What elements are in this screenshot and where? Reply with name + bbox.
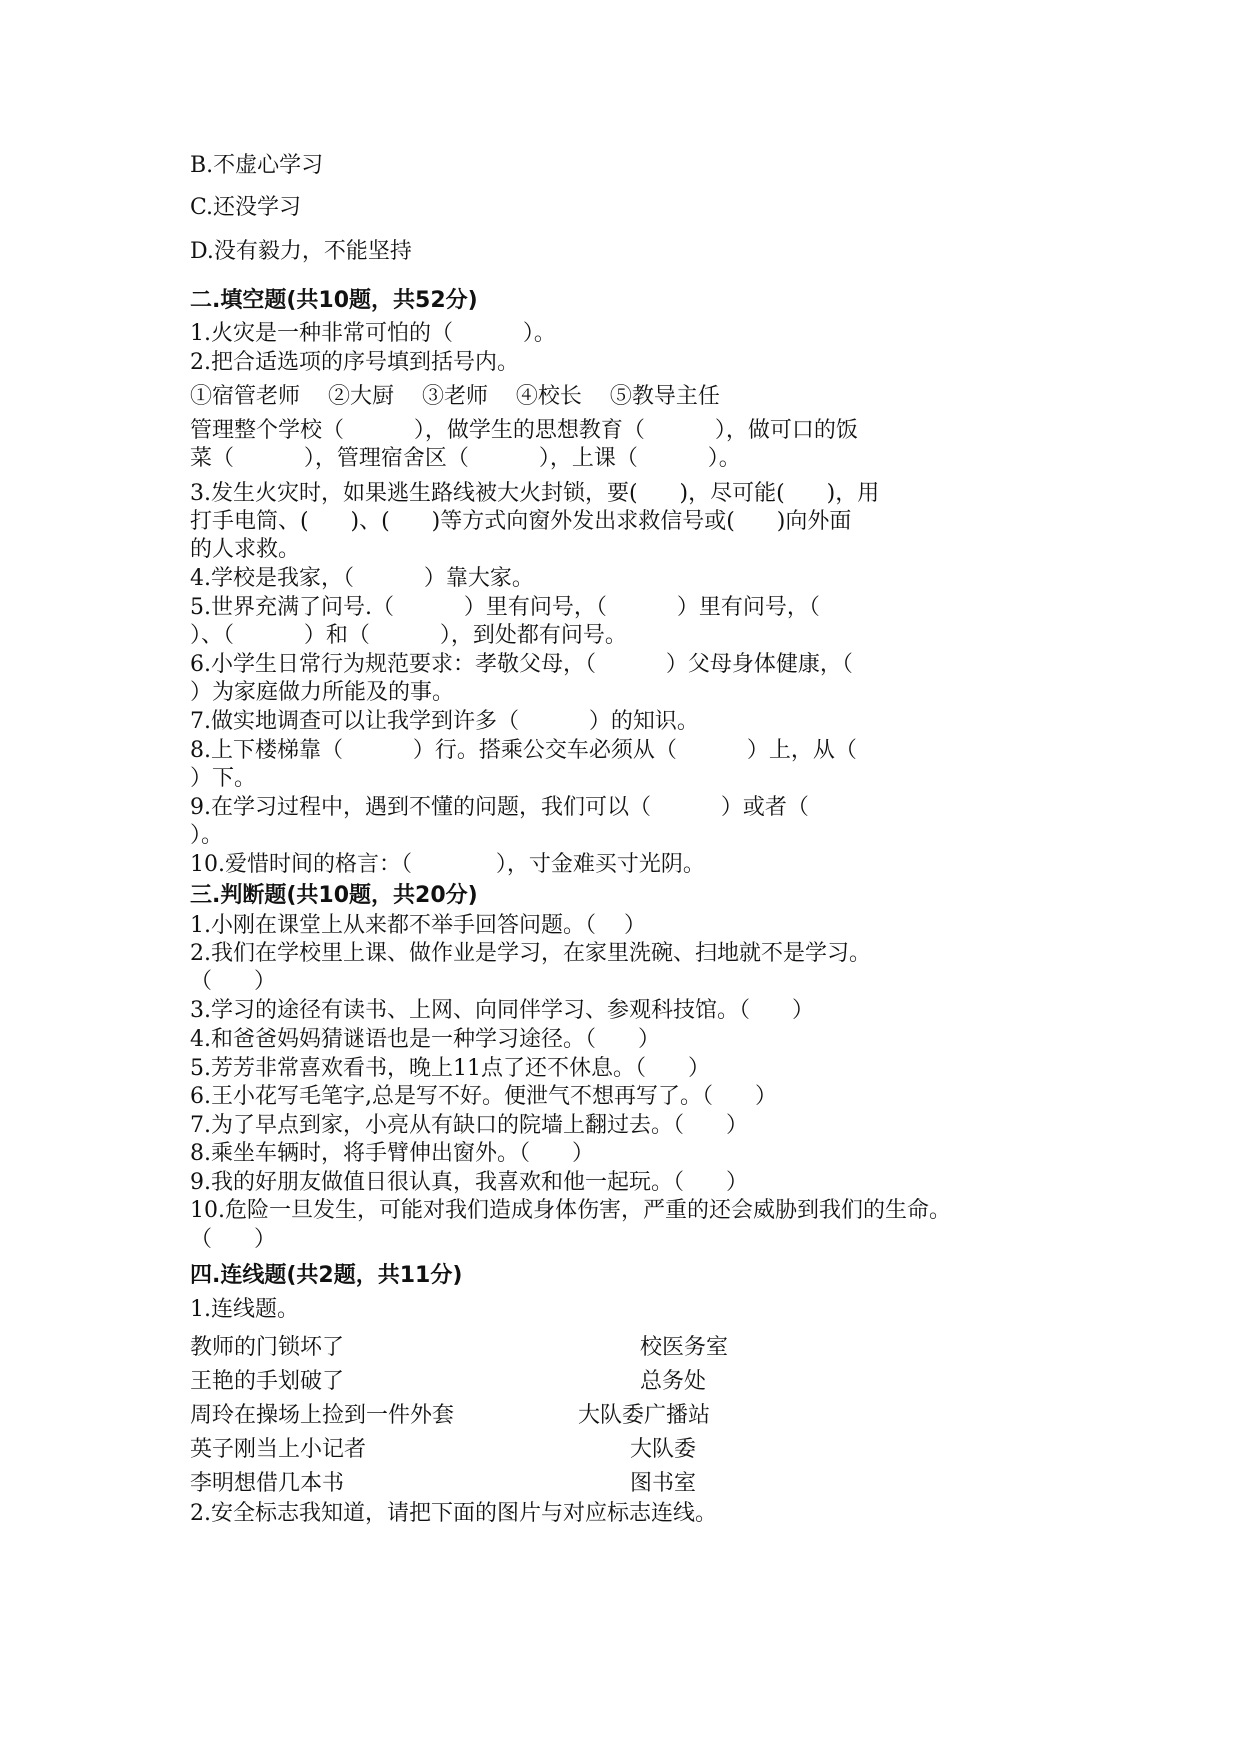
judge-line: 10.危险一旦发生，可能对我们造成身体伤害，严重的还会威胁到我们的生命。 xyxy=(190,1198,951,1223)
judge-line: （ ） xyxy=(190,1227,276,1252)
judge-line: 2.我们在学校里上课、做作业是学习，在家里洗碗、扫地就不是学习。 xyxy=(190,941,871,966)
judge-line: （ ） xyxy=(190,969,276,994)
judge-line: 7.为了早点到家，小亮从有缺口的院墙上翻过去。（ ） xyxy=(190,1113,748,1138)
match-pair xyxy=(190,1364,1070,1394)
option-b: B.不虚心学习 xyxy=(190,153,324,178)
section4-heading: 四.连线题(共2题，共11分) xyxy=(190,1263,463,1288)
match-left: 教师的门锁坏了 xyxy=(190,1335,345,1360)
option-c: C.还没学习 xyxy=(190,195,302,220)
fill-line: 打手电筒、( )、( )等方式向窗外发出求救信号或( )向外面 xyxy=(190,509,852,534)
judge-line: 4.和爸爸妈妈猜谜语也是一种学习途径。（ ） xyxy=(190,1027,660,1052)
fill-line: 3.发生火灾时，如果逃生路线被大火封锁，要( )，尽可能( )，用 xyxy=(190,481,880,506)
fill-line: 的人求救。 xyxy=(190,537,301,562)
fill-line: 9.在学习过程中，遇到不懂的问题，我们可以（ ）或者（ xyxy=(190,795,809,820)
fill-line: 2.把合适选项的序号填到括号内。 xyxy=(190,350,519,375)
match-pair xyxy=(190,1466,1070,1496)
match-left: 李明想借几本书 xyxy=(190,1471,345,1496)
judge-line: 6.王小花写毛笔字,总是写不好。便泄气不想再写了。（ ） xyxy=(190,1084,777,1109)
judge-line: 1.小刚在课堂上从来都不举手回答问题。（ ） xyxy=(190,913,646,938)
match-right: 大队委 xyxy=(630,1437,697,1462)
fill-line: 8.上下楼梯靠（ ）行。搭乘公交车必须从（ ）上，从（ xyxy=(190,738,857,763)
match-pair xyxy=(190,1398,1070,1428)
fill-line: ）下。 xyxy=(190,766,257,791)
section2-heading: 二.填空题(共10题，共52分) xyxy=(190,288,478,313)
fill-line: 5.世界充满了问号.（ ）里有问号，（ ）里有问号，（ xyxy=(190,595,820,620)
fill-line: ）。 xyxy=(190,823,224,848)
fill-line: 菜（ ），管理宿舍区（ ），上课（ ）。 xyxy=(190,446,741,471)
judge-line: 5.芳芳非常喜欢看书，晚上11点了还不休息。（ ） xyxy=(190,1056,710,1081)
match-question-2: 2.安全标志我知道，请把下面的图片与对应标志连线。 xyxy=(190,1501,717,1526)
match-left: 王艳的手划破了 xyxy=(190,1369,345,1394)
match-left: 周玲在操场上捡到一件外套 xyxy=(190,1403,455,1428)
judge-line: 3.学习的途径有读书、上网、向同伴学习、参观科技馆。（ ） xyxy=(190,998,814,1023)
match-right: 校医务室 xyxy=(640,1335,729,1360)
match-right: 总务处 xyxy=(640,1369,707,1394)
fill-line: 6.小学生日常行为规范要求：孝敬父母，（ ）父母身体健康，（ xyxy=(190,652,853,677)
judge-line: 8.乘坐车辆时，将手臂伸出窗外。（ ） xyxy=(190,1141,594,1166)
match-right: 大队委广播站 xyxy=(578,1403,711,1428)
match-question-1: 1.连线题。 xyxy=(190,1297,299,1322)
match-pair xyxy=(190,1330,1070,1360)
fill-line: 4.学校是我家，（ ）靠大家。 xyxy=(190,566,534,591)
fill-line: 10.爱惜时间的格言：（ ），寸金难买寸光阴。 xyxy=(190,852,705,877)
fill-line: 1.火灾是一种非常可怕的（ ）。 xyxy=(190,321,556,346)
fill-line: ①宿管老师 ②大厨 ③老师 ④校长 ⑤教导主任 xyxy=(190,384,720,409)
match-right: 图书室 xyxy=(630,1471,697,1496)
fill-line: ）、（ ）和（ ），到处都有问号。 xyxy=(190,623,627,648)
section3-heading: 三.判断题(共10题，共20分) xyxy=(190,883,478,908)
fill-line: 管理整个学校（ ），做学生的思想教育（ ），做可口的饭 xyxy=(190,418,858,443)
fill-line: 7.做实地调查可以让我学到许多（ ）的知识。 xyxy=(190,709,699,734)
match-pair xyxy=(190,1432,1070,1462)
judge-line: 9.我的好朋友做值日很认真，我喜欢和他一起玩。（ ） xyxy=(190,1170,748,1195)
match-left: 英子刚当上小记者 xyxy=(190,1437,367,1462)
option-d: D.没有毅力，不能坚持 xyxy=(190,239,412,264)
fill-line: ）为家庭做力所能及的事。 xyxy=(190,680,455,705)
